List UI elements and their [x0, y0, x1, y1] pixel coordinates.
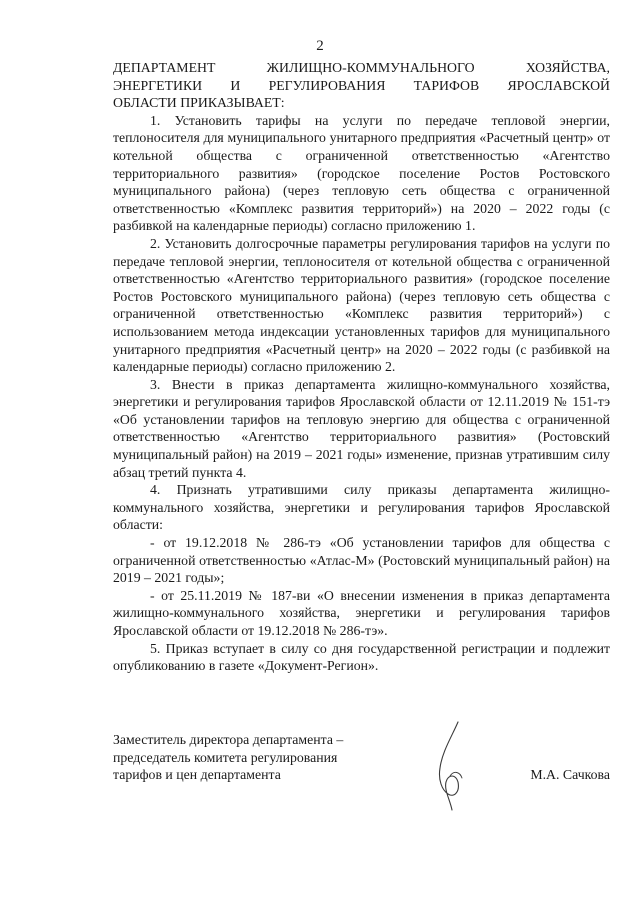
paragraph-1: 1. Установить тарифы на услуги по передаче тепловой энергии, теплоносителя для муниципального унитарного предприятия «Расчетный центр» от котельной общества с ограниченной ответственностью «Агентство территориального развития» (городское поселение Ростов Ростовского муниципального района) (через тепловую сеть общества с ограниченной ответственностью «Комплекс развития территорий») на 2020 – 2022 годы (с разбивкой на календарные периоды) согласно приложению 1. — [113, 112, 610, 234]
document-body — [113, 59, 610, 675]
heading-line: ОБЛАСТИ ПРИКАЗЫВАЕТ: — [113, 95, 285, 111]
paragraph-4: 4. Признать утратившими силу приказы департамента жилищно-коммунального хозяйства, энергетики и регулирования тарифов Ярославской области: — [113, 482, 610, 533]
signer-name: М.А. Сачкова — [530, 767, 610, 782]
list-item: - от 19.12.2018 № 286-тэ «Об установлении тарифов для общества с ограниченной ответственностью «Атлас-М» (Ростовский муниципальный район) на 2019 – 2021 годы»; — [113, 535, 610, 586]
signer-position-line: Заместитель директора департамента – — [113, 732, 344, 747]
signature-block — [113, 731, 610, 784]
list-item: - от 25.11.2019 № 187-ви «О внесении изменения в приказ департамента жилищно-коммунального хозяйства, энергетики и регулирования тарифов Ярославской области от 19.12.2018 № 286-тэ». — [113, 587, 610, 638]
order-heading — [113, 59, 610, 112]
paragraph-5: 5. Приказ вступает в силу со дня государственной регистрации и подлежит опубликованию в газете «Документ-Регион». — [113, 640, 610, 674]
paragraph-2: 2. Установить долгосрочные параметры регулирования тарифов на услуги по передаче тепловой энергии, теплоносителя от котельной общества с ограниченной ответственностью «Агентство территориального развития» (городское поселение Ростов Ростовского муниципального района) (через тепловую сеть общества с ограниченной ответственностью «Комплекс развития территорий») с использованием метода индексации установленных тарифов для муниципального унитарного предприятия «Расчетный центр» на 2020 – 2022 годы (с разбивкой на календарные периоды) согласно приложению 2. — [113, 235, 610, 375]
signer-position-line: председатель комитета регулирования — [113, 749, 338, 765]
heading-line: ДЕПАРТАМЕНТ ЖИЛИЩНО-КОММУНАЛЬНОГО ХОЗЯЙСТВА, — [113, 60, 610, 75]
page-number: 2 — [316, 38, 324, 54]
signer-position-line: тарифов и цен департамента — [113, 767, 281, 783]
heading-line: ЭНЕРГЕТИКИ И РЕГУЛИРОВАНИЯ ТАРИФОВ ЯРОСЛАВСКОЙ — [113, 77, 610, 93]
handwritten-signature — [428, 718, 478, 813]
paragraph-3: 3. Внести в приказ департамента жилищно-коммунального хозяйства, энергетики и регулирования тарифов Ярославской области от 12.11.2019 № 151-тэ «Об установлении тарифов на тепловую энергию для общества с ограниченной ответственностью «Агентство территориального развития» (Ростовский муниципальный район) на 2019 – 2021 годы» изменение, признав утратившим силу абзац третий пункта 4. — [113, 376, 610, 480]
